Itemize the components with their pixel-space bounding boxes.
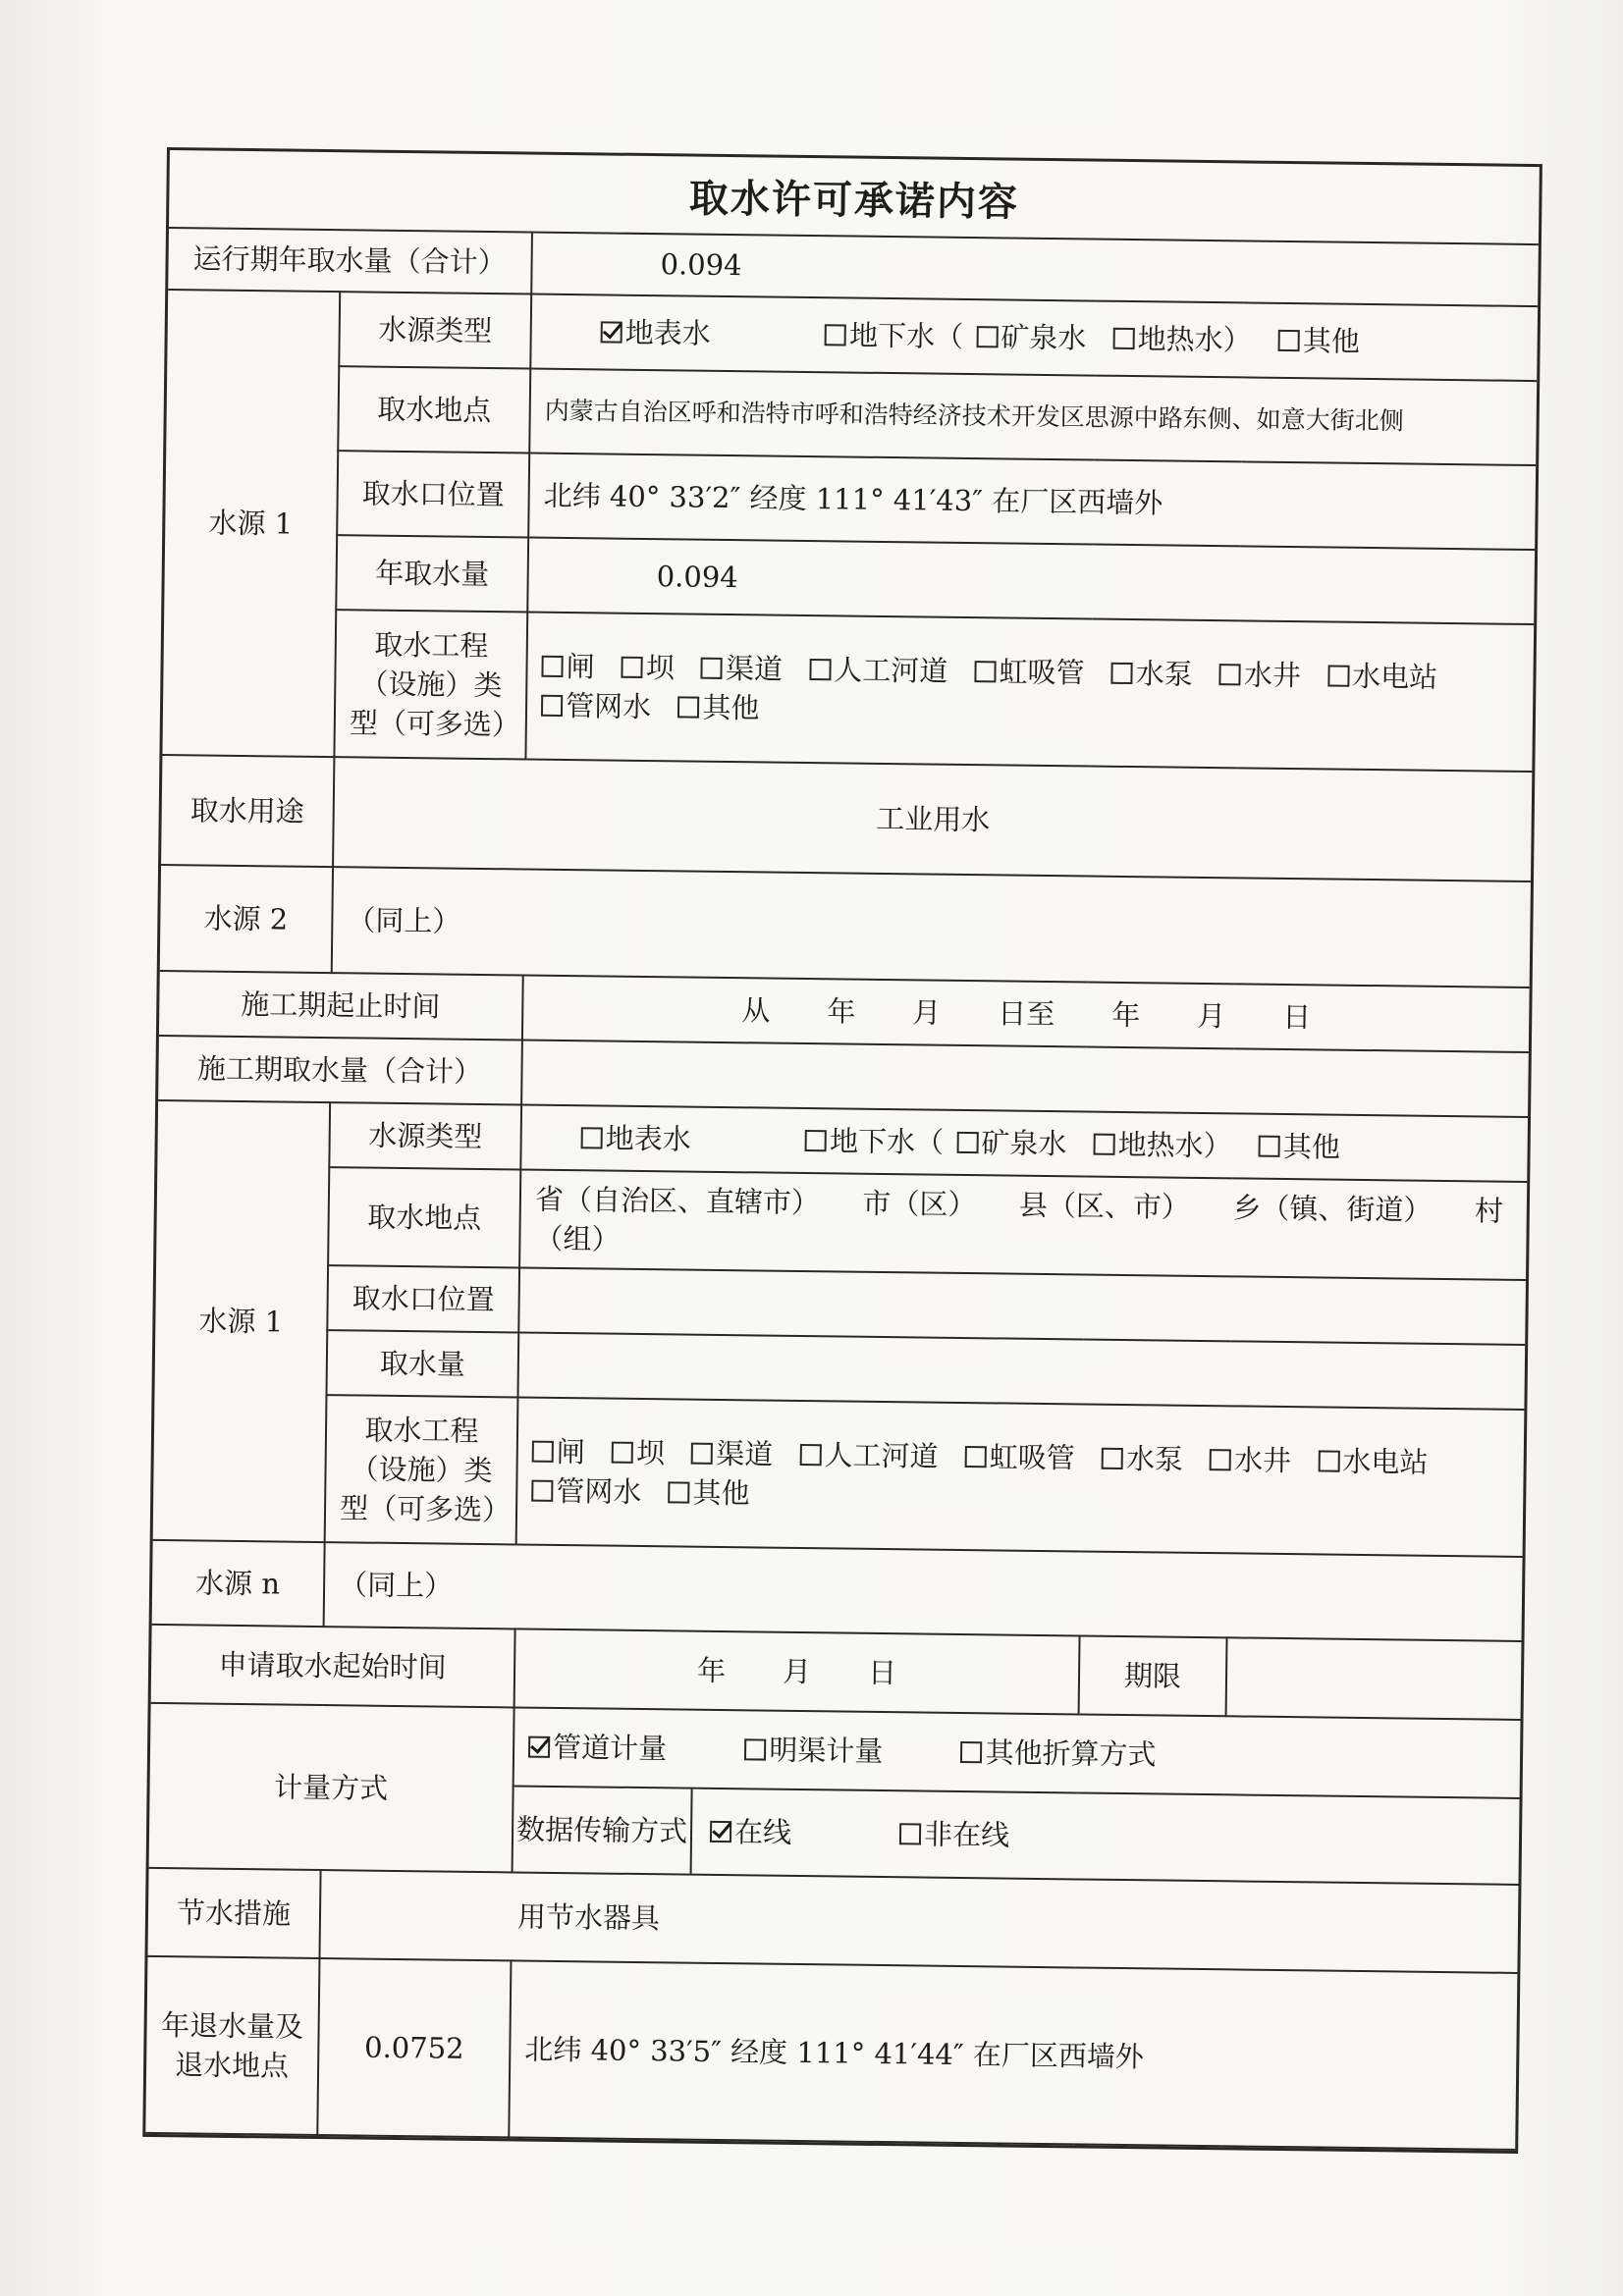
water-permit-commitment-form [142, 147, 1542, 2154]
facility-option[interactable]: 其他 [677, 687, 759, 727]
annual-intake-value: 0.094 [527, 538, 1535, 625]
checkbox-icon[interactable] [531, 1480, 553, 1502]
option-offline[interactable]: 非在线 [899, 1814, 1009, 1854]
facility-option[interactable]: 坝 [622, 648, 676, 688]
facility-option[interactable]: 人工河道 [799, 1435, 938, 1476]
option-geothermal-water[interactable]: 地热水） [1112, 319, 1251, 360]
facility-type-label: 取水工程（设施）类型（可多选） [334, 610, 527, 759]
checkbox-icon[interactable] [1318, 1450, 1339, 1471]
option-online[interactable]: 在线 [710, 1812, 791, 1852]
facility-option[interactable]: 人工河道 [809, 650, 947, 691]
facility-option[interactable]: 其他 [668, 1472, 749, 1513]
checkbox-icon[interactable] [691, 1443, 713, 1465]
return-label: 年退水量及退水地点 [145, 1956, 319, 2135]
option-pipe-metering[interactable]: 管道计量 [528, 1728, 667, 1769]
facility-option[interactable]: 虹吸管 [974, 652, 1084, 692]
checkbox-icon[interactable] [965, 1446, 987, 1468]
construction-period-label: 施工期起止时间 [159, 971, 523, 1041]
term-label: 期限 [1079, 1635, 1227, 1716]
facility-option[interactable]: 水井 [1210, 1440, 1291, 1480]
term-value[interactable] [1226, 1637, 1522, 1720]
intake-position-value: 北纬 40° 33′2″ 经度 111° 41′43″ 在厂区西墙外 [528, 454, 1536, 551]
construction-facility-options [516, 1397, 1525, 1557]
option-surface-water[interactable]: 地表水 [580, 1118, 690, 1158]
facility-option[interactable]: 渠道 [691, 1434, 773, 1474]
checkbox-icon[interactable] [1093, 1134, 1114, 1155]
checkbox-icon[interactable] [612, 1442, 633, 1464]
facility-option[interactable]: 水电站 [1327, 656, 1437, 696]
checkbox-icon[interactable] [668, 1481, 689, 1503]
sourcen-value: （同上） [324, 1542, 1523, 1641]
transfer-options [692, 1789, 1520, 1884]
facility-option[interactable]: 虹吸管 [964, 1437, 1074, 1477]
checkbox-icon[interactable] [1278, 330, 1300, 351]
location-label: 取水地点 [328, 1167, 520, 1267]
checkbox-icon[interactable] [799, 1444, 821, 1466]
facility-type-label: 取水工程（设施）类型（可多选） [325, 1395, 518, 1544]
facility-option[interactable]: 渠道 [701, 649, 783, 689]
option-other[interactable]: 其他 [1278, 321, 1360, 361]
commitment-table [145, 229, 1539, 2151]
saving-value: 用节水器具 [319, 1870, 1518, 1973]
application-start-label: 申请取水起始时间 [151, 1625, 515, 1708]
checkbox-icon[interactable] [974, 661, 996, 682]
sourcen-label: 水源 n [152, 1540, 325, 1627]
checkbox-icon[interactable] [532, 1441, 554, 1463]
source1-label: 水源 1 [162, 290, 340, 757]
source-type-options [530, 294, 1538, 382]
facility-option[interactable]: 管网水 [531, 1471, 641, 1512]
facility-option[interactable]: 水电站 [1318, 1441, 1428, 1481]
checkbox-icon[interactable] [899, 1823, 921, 1844]
option-channel-metering[interactable]: 明渠计量 [744, 1730, 883, 1771]
transfer-label: 数据传输方式 [514, 1787, 693, 1873]
checkbox-checked-icon[interactable] [710, 1821, 731, 1842]
facility-option[interactable]: 水井 [1219, 655, 1301, 695]
checkbox-icon[interactable] [1259, 1136, 1280, 1157]
return-location: 北纬 40° 33′5″ 经度 111° 41′44″ 在厂区西墙外 [509, 1960, 1517, 2150]
facility-option[interactable]: 水泵 [1110, 654, 1192, 694]
option-other-conversion[interactable]: 其他折算方式 [960, 1733, 1156, 1774]
checkbox-icon[interactable] [976, 326, 998, 347]
checkbox-icon[interactable] [541, 656, 563, 677]
return-amount: 0.0752 [317, 1958, 511, 2137]
transfer-row [513, 1786, 1520, 1885]
checkbox-icon[interactable] [622, 657, 643, 678]
checkbox-icon[interactable] [805, 1130, 827, 1151]
facility-option[interactable]: 管网水 [541, 686, 651, 726]
facility-type-options [525, 613, 1534, 773]
option-groundwater[interactable]: 地下水（ [825, 315, 963, 356]
option-surface-water[interactable]: 地表水 [601, 312, 711, 352]
source2-value: （同上） [332, 867, 1531, 988]
option-mineral-water[interactable]: 矿泉水 [956, 1123, 1066, 1163]
facility-option[interactable]: 坝 [612, 1433, 666, 1473]
source-type-label: 水源类型 [329, 1102, 521, 1169]
intake-position-label: 取水口位置 [327, 1265, 519, 1332]
construction-intake-value[interactable] [518, 1267, 1526, 1345]
checkbox-icon[interactable] [809, 659, 831, 680]
checkbox-icon[interactable] [825, 324, 846, 346]
purpose-label: 取水用途 [161, 755, 334, 867]
checkbox-icon[interactable] [581, 1127, 603, 1148]
metering-options [514, 1707, 1521, 1798]
option-groundwater[interactable]: 地下水（ [805, 1121, 944, 1162]
checkbox-icon[interactable] [1111, 663, 1133, 684]
facility-option[interactable]: 水泵 [1102, 1439, 1183, 1479]
location-label: 取水地点 [338, 366, 530, 453]
annual-total-value: 0.094 [531, 234, 1539, 307]
construction-source-type-options [520, 1104, 1528, 1182]
application-start-value: 年 月 日 [514, 1629, 1080, 1714]
location-value: 内蒙古自治区呼和浩特市呼和浩特经济技术开发区思源中路东侧、如意大街北侧 [529, 369, 1537, 466]
metering-label: 计量方式 [149, 1703, 514, 1873]
checkbox-icon[interactable] [1112, 328, 1134, 349]
construction-source1-label: 水源 1 [153, 1100, 330, 1542]
annual-total-label: 运行期年取水量（合计） [168, 229, 532, 294]
checkbox-icon[interactable] [677, 696, 699, 718]
purpose-value: 工业用水 [333, 757, 1532, 881]
checkbox-icon[interactable] [1219, 664, 1241, 685]
checkbox-icon[interactable] [960, 1741, 982, 1763]
checkbox-icon[interactable] [1102, 1448, 1123, 1469]
source2-label: 水源 2 [160, 865, 333, 973]
saving-label: 节水措施 [147, 1868, 320, 1958]
construction-total-value[interactable] [521, 1040, 1529, 1117]
option-geothermal-water[interactable]: 地热水） [1093, 1125, 1231, 1166]
checkbox-checked-icon[interactable] [528, 1736, 550, 1758]
construction-period-value: 从 年 月 日至 年 月 日 [522, 975, 1530, 1052]
source-type-label: 水源类型 [339, 292, 531, 368]
construction-amount-value[interactable] [517, 1332, 1525, 1410]
intake-amount-label: 取水量 [326, 1330, 518, 1397]
annual-intake-label: 年取水量 [336, 535, 528, 612]
facility-option[interactable]: 闸 [541, 647, 595, 687]
option-mineral-water[interactable]: 矿泉水 [976, 317, 1086, 357]
checkbox-checked-icon[interactable] [601, 321, 622, 343]
construction-location-value: 省（自治区、直辖市） 市（区） 县（区、市） 乡（镇、街道） 村（组） [519, 1169, 1527, 1280]
option-other[interactable]: 其他 [1259, 1127, 1340, 1167]
facility-option[interactable]: 闸 [532, 1432, 586, 1472]
form-title: 取水许可承诺内容 [169, 150, 1540, 245]
checkbox-icon[interactable] [956, 1132, 978, 1153]
intake-position-label: 取水口位置 [337, 451, 529, 537]
checkbox-icon[interactable] [1210, 1449, 1231, 1470]
checkbox-icon[interactable] [701, 658, 723, 679]
checkbox-icon[interactable] [744, 1738, 766, 1760]
checkbox-icon[interactable] [1327, 665, 1349, 686]
construction-total-label: 施工期取水量（合计） [158, 1036, 522, 1105]
checkbox-icon[interactable] [541, 695, 563, 717]
